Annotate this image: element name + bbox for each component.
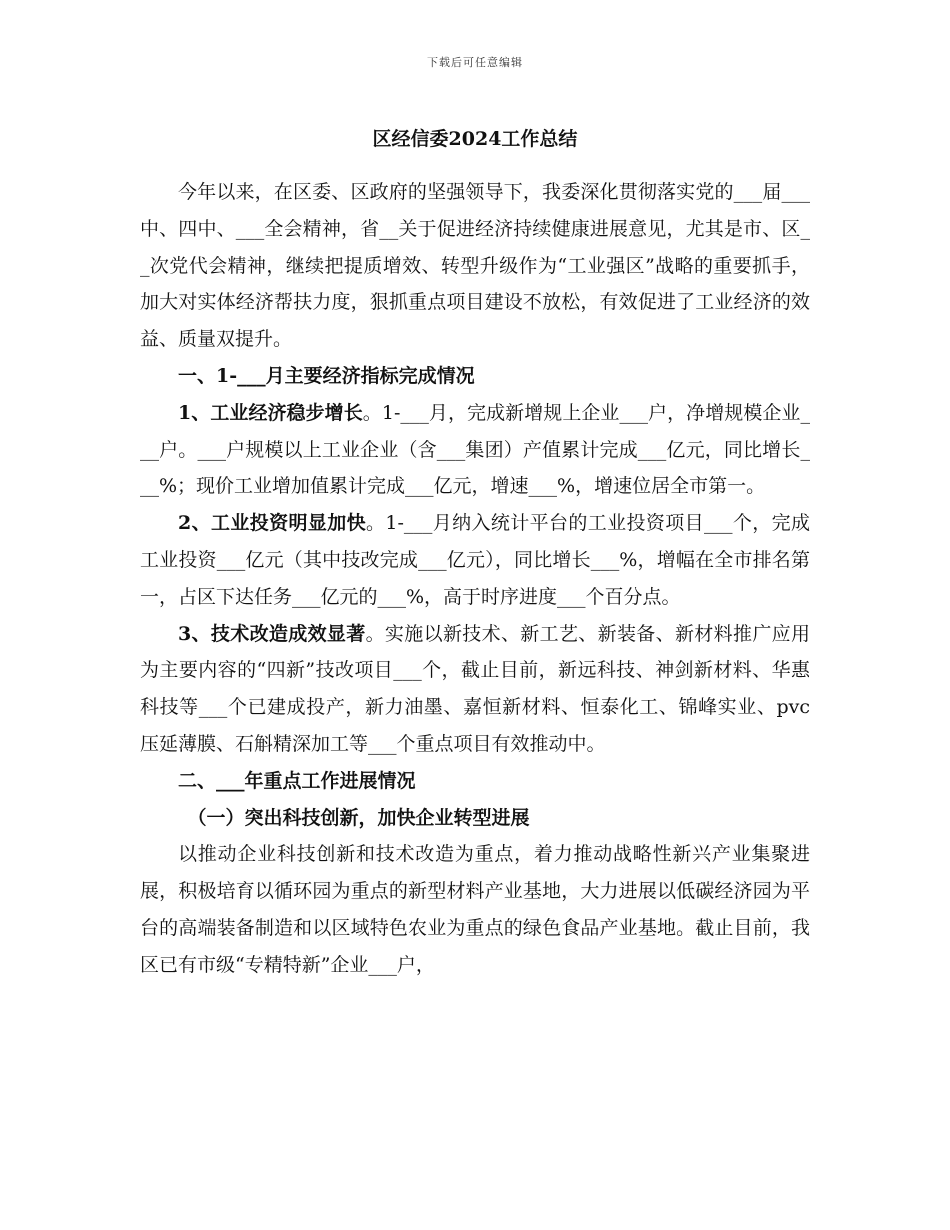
item-lead: 1、工业经济稳步增长 [178,401,363,424]
item-text: 。1-___月，完成新增规上企业___户，净增规模企业___户。___户规模以上工业企业（含___集团）产值累计完成___亿元，同比增长___%；现价工业增加值累计完成___亿元，增速___%，增速位居全市第一。 [140,401,810,498]
document-title: 区经信委2024工作总结 [372,128,578,150]
section1-item-3 [140,616,810,763]
item-text: 。实施以新技术、新工艺、新装备、新材料推广应用为主要内容的“四新”技改项目___个，截止目前，新远科技、神剑新材料、华惠科技等___个已建成投产，新力油墨、嘉恒新材料、恒泰化工、锦峰实业、pvc压延薄膜、石斛精深加工等___个重点项目有效推动中。 [140,622,810,755]
item-lead: 3、技术改造成效显著 [178,622,366,645]
section1-item-2 [140,505,810,615]
section1-item-1 [140,395,810,505]
section2-paragraph: 以推动企业科技创新和技术改造为重点，着力推动战略性新兴产业集聚进展，积极培育以循环园为重点的新型材料产业基地，大力进展以低碳经济园为平台的高端装备制造和以区域特色农业为重点的绿色食品产业基地。截止目前，我区已有市级“专精特新”企业___户， [140,843,810,976]
item-text: 。1-___月纳入统计平台的工业投资项目___个，完成工业投资___亿元（其中技改完成___亿元），同比增长___%，增幅在全市排名第一，占区下达任务___亿元的___%，高于时序进度___个百分点。 [140,512,810,608]
section2-subheading: （一）突出科技创新，加快企业转型进展 [187,806,530,829]
document-body [140,120,810,984]
section2-heading: 二、___年重点工作进展情况 [178,769,416,792]
header-note: 下载后可任意编辑 [427,56,523,69]
item-lead: 2、工业投资明显加快 [178,512,366,535]
intro-paragraph: 今年以来，在区委、区政府的坚强领导下，我委深化贯彻落实党的___届___中、四中、___全会精神，省__关于促进经济持续健康进展意见，尤其是市、区__次党代会精神，继续把提质增效、转型升级作为“工业强区”战略的重要抓手，加大对实体经济帮扶力度，狠抓重点项目建设不放松，有效促进了工业经济的效益、质量双提升。 [140,181,810,351]
section1-heading: 一、1-___月主要经济指标完成情况 [178,364,475,387]
